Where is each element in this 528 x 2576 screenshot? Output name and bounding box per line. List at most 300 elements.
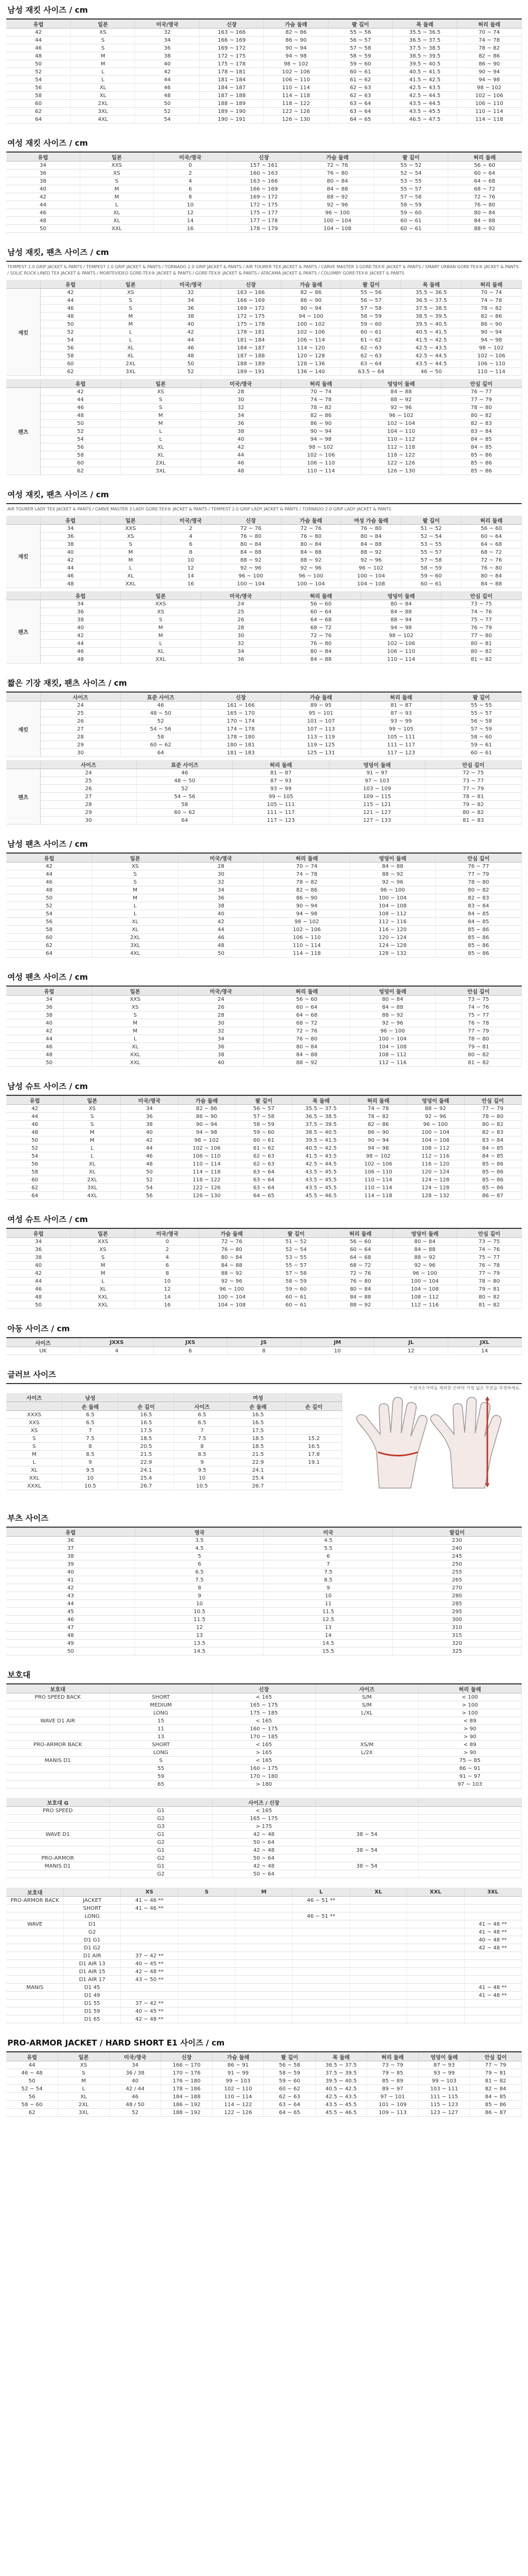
group-header-cell xyxy=(6,379,41,388)
table-cell: 82 ~ 83 xyxy=(464,1129,522,1137)
table-cell: 88 ~ 92 xyxy=(300,193,374,201)
table-cell: 54 ~ 56 xyxy=(137,793,233,801)
table-cell: 77 ~ 79 xyxy=(470,2061,522,2069)
table-cell: 37.5 ~ 38.5 xyxy=(401,305,461,312)
table-cell: 86 ~ 90 xyxy=(178,1113,235,1121)
table-cell xyxy=(121,1920,178,1928)
table-cell: 52 xyxy=(121,1176,178,1184)
table-cell: 178 ~ 180 xyxy=(201,733,281,741)
table-cell: 38 xyxy=(6,1254,71,1262)
column-header: 엉덩이 둘레 xyxy=(361,379,441,388)
table-cell: 12 xyxy=(374,1347,448,1355)
size-table xyxy=(6,1888,522,2023)
table-cell: 106 ~ 110 xyxy=(178,1152,235,1160)
table-cell: 92 ~ 96 xyxy=(350,878,436,886)
table-cell: 78 ~ 80 xyxy=(457,1277,522,1285)
table-cell: 79 ~ 81 xyxy=(470,2069,522,2077)
table-cell: 110 ~ 114 xyxy=(264,84,328,92)
table-cell: 90 ~ 94 xyxy=(461,328,522,336)
table-row xyxy=(6,1443,342,1451)
table-row xyxy=(6,2077,522,2085)
table-row xyxy=(6,396,522,404)
table-cell: 17.8 xyxy=(286,1451,342,1459)
table-cell: 35.5 ~ 36.5 xyxy=(393,29,457,36)
table-cell: 80 ~ 82 xyxy=(425,809,521,817)
table-cell: 102 ~ 106 xyxy=(281,451,361,459)
table-row xyxy=(6,608,522,616)
table-cell: 4 xyxy=(161,533,221,541)
table-cell: 37 ~ 42 ** xyxy=(121,2000,178,2007)
table-cell: 8.5 xyxy=(174,1451,230,1459)
table-cell xyxy=(178,1944,235,1952)
table-cell: 80 ~ 82 xyxy=(436,886,522,894)
column-subheader xyxy=(6,1402,62,1411)
table-cell: 63 ~ 64 xyxy=(235,1184,293,1192)
column-header: 팔 길이 xyxy=(264,2052,316,2061)
table-cell xyxy=(315,1839,418,1846)
table-cell: 109 ~ 113 xyxy=(367,2109,419,2117)
table-cell: 103 ~ 109 xyxy=(329,785,425,793)
table-cell: 76 ~ 78 xyxy=(436,1019,522,1027)
table-cell: 82 ~ 86 xyxy=(281,412,361,420)
table-cell xyxy=(407,1952,464,1960)
table-cell: 44 xyxy=(41,564,101,572)
table-row xyxy=(6,1293,522,1301)
column-header: XS xyxy=(121,1888,178,1897)
table-row xyxy=(6,1113,522,1121)
table-cell: 36 xyxy=(6,1003,92,1011)
table-cell: 104 ~ 108 xyxy=(393,1285,457,1293)
column-header: 여성 xyxy=(230,1393,286,1402)
table-cell: 108 ~ 112 xyxy=(350,910,436,918)
table-cell: 118 ~ 122 xyxy=(178,1176,235,1184)
column-header: 일본 xyxy=(58,2052,110,2061)
table-cell: 42.5 ~ 43.5 xyxy=(393,84,457,92)
table-row xyxy=(6,76,522,84)
column-header: JS xyxy=(227,1338,300,1347)
table-cell: 14 xyxy=(264,1632,393,1640)
table-cell: 98 ~ 102 xyxy=(264,918,350,926)
table-cell: 88 ~ 92 xyxy=(341,548,401,556)
table-cell: 160 ~ 175 xyxy=(212,1725,315,1733)
table-cell: 46.5 ~ 47.5 xyxy=(393,116,457,124)
column-header: 사이즈 xyxy=(6,1393,62,1402)
table-cell: 13 xyxy=(135,1632,264,1640)
table-cell: 9 xyxy=(264,1584,393,1592)
table-cell: 27 xyxy=(41,793,137,801)
table-cell: 106 ~ 110 xyxy=(264,76,328,84)
table-cell: 43.5 ~ 45.5 xyxy=(293,1184,350,1192)
table-row xyxy=(6,640,522,648)
table-row xyxy=(6,1608,522,1616)
table-cell: 86 ~ 90 xyxy=(281,297,341,305)
table-cell: D1 AIR 17 xyxy=(63,1976,120,1984)
table-cell: 80 ~ 84 xyxy=(281,648,361,656)
table-row xyxy=(6,1749,522,1757)
table-cell: 97 ~ 103 xyxy=(329,777,425,785)
table-cell: 77 ~ 79 xyxy=(436,1027,522,1035)
table-cell: 112 ~ 118 xyxy=(361,443,441,451)
table-cell: MEDIUM xyxy=(109,1701,212,1709)
group-header-cell xyxy=(6,516,41,525)
table-cell: 96 ~ 102 xyxy=(341,564,401,572)
table-cell: 29 xyxy=(41,809,137,817)
table-cell: 82 ~ 86 xyxy=(264,886,350,894)
table-cell: 8.5 xyxy=(62,1451,118,1459)
table-cell: M xyxy=(80,193,153,201)
table-cell xyxy=(350,1936,407,1944)
table-cell: M xyxy=(80,185,153,193)
table-cell: 169 ~ 172 xyxy=(227,193,300,201)
table-cell: 82 ~ 86 xyxy=(178,1105,235,1113)
column-header: 미국/영국 xyxy=(178,987,264,996)
table-cell: 16 xyxy=(135,1301,200,1309)
table-cell: 78 ~ 80 xyxy=(441,404,522,412)
table-cell: SHORT xyxy=(109,1741,212,1749)
table-cell: 88 ~ 92 xyxy=(448,225,521,233)
table-cell: 56 xyxy=(6,2093,58,2101)
table-cell: S xyxy=(100,305,161,312)
table-cell: XL xyxy=(92,926,178,934)
size-table xyxy=(6,280,522,376)
table-cell: 3.5 xyxy=(135,1537,264,1545)
table-cell: 40 xyxy=(201,435,281,443)
table-row xyxy=(6,29,522,36)
column-header: 미국/영국 xyxy=(109,2052,161,2061)
table-cell: L xyxy=(71,76,135,84)
table-cell: 124 ~ 128 xyxy=(407,1176,464,1184)
table-cell: 48 xyxy=(6,1632,135,1640)
table-row xyxy=(6,1897,522,1905)
table-cell: 48 / 50 xyxy=(109,2101,161,2109)
table-cell: 160 ~ 175 xyxy=(212,1765,315,1773)
table-row xyxy=(6,777,522,785)
table-cell: 75 ~ 85 xyxy=(418,1757,521,1765)
table-cell: 11.5 xyxy=(264,1608,393,1616)
table-cell: 240 xyxy=(393,1545,522,1552)
table-row xyxy=(6,600,522,608)
table-cell: 14 xyxy=(448,1347,521,1355)
column-header: 유럽 xyxy=(6,1096,63,1105)
table-cell: XS xyxy=(71,29,135,36)
table-cell: 50 xyxy=(121,1168,178,1176)
table-cell: 59 ~ 61 xyxy=(441,741,522,749)
table-cell: 58 ~ 59 xyxy=(341,312,401,320)
table-cell: 59 ~ 60 xyxy=(374,209,448,217)
table-cell xyxy=(293,1936,350,1944)
table-cell: 26.7 xyxy=(118,1482,174,1490)
table-cell: 52 ~ 54 xyxy=(401,533,461,541)
table-cell: 114 ~ 118 xyxy=(350,1192,407,1200)
table-cell: 109 ~ 115 xyxy=(329,793,425,801)
table-row xyxy=(6,1137,522,1144)
table-cell: 59 xyxy=(109,1773,212,1781)
table-cell: 55 ~ 56 xyxy=(341,289,401,297)
table-cell: 180 ~ 181 xyxy=(201,741,281,749)
table-cell: 88 ~ 92 xyxy=(407,1105,464,1113)
size-table xyxy=(6,693,522,757)
column-header: 유럽 xyxy=(6,987,92,996)
table-cell: 50 xyxy=(6,1301,71,1309)
table-cell xyxy=(178,2007,235,2015)
table-cell: 91 ~ 99 xyxy=(212,2069,264,2077)
table-cell: 55 ~ 56 xyxy=(328,29,393,36)
table-cell: 11 xyxy=(109,1725,212,1733)
table-row xyxy=(6,1815,522,1823)
table-cell: M xyxy=(100,320,161,328)
table-cell: 3XL xyxy=(92,942,178,950)
table-cell: 8 xyxy=(161,548,221,556)
table-cell: 300 xyxy=(393,1616,522,1624)
table-cell: 41 xyxy=(6,1576,135,1584)
table-cell: XXS xyxy=(80,162,153,169)
table-cell: 3XL xyxy=(71,108,135,116)
table-cell xyxy=(350,2007,407,2015)
table-cell: L xyxy=(71,68,135,76)
table-cell: XXL xyxy=(120,656,201,664)
table-row xyxy=(6,1027,522,1035)
table-cell: 62 xyxy=(6,2109,58,2117)
table-cell: 81 ~ 83 xyxy=(425,817,521,825)
table-cell: XXS xyxy=(6,1419,62,1427)
table-cell: 94 ~ 100 xyxy=(281,312,341,320)
column-header: 허리 둘레 xyxy=(448,153,521,162)
table-cell: 82 ~ 86 xyxy=(350,1121,407,1129)
table-cell: 63.5 ~ 64 xyxy=(341,368,401,376)
table-cell: 28 xyxy=(178,1011,264,1019)
table-cell: 60 ~ 64 xyxy=(328,1246,393,1254)
table-cell: 43 ~ 50 ** xyxy=(121,1976,178,1984)
table-cell: 170 ~ 180 xyxy=(212,1773,315,1781)
table-cell xyxy=(6,2015,63,2023)
table-cell: L/2X xyxy=(315,1749,418,1757)
table-cell: 43.5 ~ 44.5 xyxy=(401,360,461,368)
table-cell: 265 xyxy=(393,1576,522,1584)
section-title: 짧은 기장 재킷, 팬츠 사이즈 / cm xyxy=(6,673,522,693)
table-cell: 78 ~ 82 xyxy=(461,305,522,312)
table-row xyxy=(6,817,522,825)
table-cell: M xyxy=(71,1270,135,1277)
column-subheader: 사이즈 xyxy=(174,1402,230,1411)
table-cell: 39 xyxy=(6,1560,135,1568)
table-cell: 40 xyxy=(6,185,80,193)
table-cell: 55 ~ 52 xyxy=(374,162,448,169)
table-cell: 48 xyxy=(41,580,101,588)
table-row xyxy=(6,404,522,412)
table-cell: 50 xyxy=(6,1647,135,1655)
table-cell: 178 ~ 181 xyxy=(221,328,281,336)
table-cell: 50 xyxy=(135,100,200,108)
table-cell: 25 xyxy=(41,777,137,785)
table-cell: 110 ~ 114 xyxy=(457,108,522,116)
column-header: 신장 xyxy=(200,20,264,29)
table-row xyxy=(6,1823,522,1831)
table-cell xyxy=(235,1944,293,1952)
table-cell: 62 ~ 63 xyxy=(235,1160,293,1168)
table-cell xyxy=(6,1912,63,1920)
table-cell xyxy=(235,1968,293,1976)
table-cell: 94 ~ 98 xyxy=(350,1144,407,1152)
table-cell: G1 xyxy=(109,1846,212,1854)
table-cell: 102 ~ 106 xyxy=(361,640,441,648)
table-cell: 52 ~ 54 xyxy=(374,169,448,177)
table-cell: 4XL xyxy=(71,116,135,124)
table-cell: 62 ~ 63 xyxy=(328,84,393,92)
group-header-cell xyxy=(6,280,41,289)
table-cell: S xyxy=(109,1757,212,1765)
table-cell: 122 ~ 126 xyxy=(264,108,328,116)
table-cell: 44 xyxy=(121,1144,178,1152)
table-cell: 76 ~ 78 xyxy=(457,1262,522,1270)
table-row xyxy=(6,1238,522,1246)
table-cell: 74 ~ 78 xyxy=(457,36,522,44)
section-title: 남성 재킷 사이즈 / cm xyxy=(6,0,522,20)
table-cell: 44 xyxy=(41,396,121,404)
table-cell: S xyxy=(6,1443,62,1451)
column-header: 보호대 G xyxy=(6,1798,109,1807)
table-row xyxy=(6,1968,522,1976)
table-row xyxy=(6,1839,522,1846)
table-row xyxy=(6,289,522,297)
table-cell: 36.5 ~ 37.5 xyxy=(315,2061,367,2069)
table-cell: 3XL xyxy=(63,1184,120,1192)
column-header xyxy=(315,1798,418,1807)
table-cell xyxy=(6,1733,109,1741)
table-header-row xyxy=(6,1338,522,1347)
table-row xyxy=(6,1600,522,1608)
table-cell: 40 ~ 45 ** xyxy=(121,1960,178,1968)
table-cell: 17.5 xyxy=(118,1427,174,1435)
table-row xyxy=(6,1105,522,1113)
table-cell: 112 ~ 116 xyxy=(407,1152,464,1160)
table-cell: 52 xyxy=(6,68,71,76)
table-cell: 54 xyxy=(135,116,200,124)
table-cell: 245 xyxy=(393,1552,522,1560)
table-row xyxy=(6,1781,522,1788)
table-cell: S xyxy=(58,2069,110,2077)
table-cell: 8 xyxy=(62,1443,118,1451)
table-cell: 80 ~ 84 xyxy=(281,541,341,548)
table-cell: 24 xyxy=(41,769,137,777)
table-cell: XS xyxy=(6,1427,62,1435)
table-cell: 37.5 ~ 39.5 xyxy=(293,1121,350,1129)
table-cell: 42 xyxy=(6,863,92,870)
table-cell: 2 xyxy=(161,525,221,533)
section-women-suit xyxy=(0,485,528,664)
table-cell: 16.5 xyxy=(286,1443,342,1451)
column-header: 보호대 xyxy=(6,1888,63,1897)
table-cell xyxy=(178,1952,235,1960)
table-cell: 50 xyxy=(161,360,221,368)
table-cell: 175 ~ 178 xyxy=(221,320,281,328)
table-cell: 26 xyxy=(178,1003,264,1011)
table-header-row xyxy=(6,693,522,702)
table-cell: > 90 xyxy=(418,1749,521,1757)
table-cell: 62 ~ 63 xyxy=(264,2093,316,2101)
table-cell: 50 xyxy=(6,225,80,233)
table-cell: < 165 xyxy=(212,1717,315,1725)
table-cell: 80 ~ 82 xyxy=(441,648,522,656)
table-cell: 86 ~ 90 xyxy=(457,60,522,68)
table-cell: 108 ~ 112 xyxy=(350,1051,436,1059)
table-cell: S xyxy=(71,1254,135,1262)
column-header: 허리 둘레 xyxy=(328,1229,393,1238)
table-row xyxy=(6,225,522,233)
table-cell: XS xyxy=(100,289,161,297)
table-cell: 46 xyxy=(135,84,200,92)
table-cell: 46 xyxy=(6,878,92,886)
column-header: 신장 xyxy=(201,693,281,702)
table-cell: MANIS xyxy=(6,1984,63,1992)
group-header-cell xyxy=(6,760,41,769)
table-cell: 116 ~ 120 xyxy=(407,1160,464,1168)
table-cell: S xyxy=(92,878,178,886)
table-cell xyxy=(418,1839,521,1846)
table-cell: 88 ~ 92 xyxy=(328,1301,393,1309)
table-cell: 94 ~ 98 xyxy=(361,624,441,632)
table-cell: 104 ~ 108 xyxy=(350,1043,436,1051)
table-cell: 114 ~ 118 xyxy=(457,116,522,124)
table-cell: 3XL xyxy=(100,368,161,376)
column-header: 목 둘레 xyxy=(293,1096,350,1105)
table-cell: 52 xyxy=(6,902,92,910)
table-cell: 169 ~ 172 xyxy=(200,44,264,52)
table-cell: 10 xyxy=(264,1592,393,1600)
table-cell: 46 xyxy=(6,209,80,217)
table-cell xyxy=(293,1944,350,1952)
table-row xyxy=(6,412,522,420)
table-cell xyxy=(178,1960,235,1968)
table-row xyxy=(6,1270,522,1277)
section-protectors xyxy=(0,1665,528,1788)
table-cell: 11 xyxy=(264,1600,393,1608)
table-cell: L xyxy=(100,336,161,344)
column-header: 미국/영국 xyxy=(121,1096,178,1105)
column-header: 엉덩이 둘레 xyxy=(329,760,425,769)
table-cell: 58 ~ 60 xyxy=(441,733,522,741)
column-header: JXXS xyxy=(80,1338,153,1347)
table-cell: 0 xyxy=(135,1238,200,1246)
column-header: 안심 길이 xyxy=(436,854,522,863)
table-cell xyxy=(293,2007,350,2015)
table-cell: 55 ~ 55 xyxy=(441,702,522,709)
table-row xyxy=(6,533,522,541)
table-cell xyxy=(407,1944,464,1952)
table-cell: 63 ~ 64 xyxy=(341,360,401,368)
table-cell: 88 ~ 92 xyxy=(350,870,436,878)
table-cell: 48 xyxy=(6,1051,92,1059)
table-cell: 32 xyxy=(178,1027,264,1035)
table-cell: 126 ~ 130 xyxy=(264,116,328,124)
table-cell: 46 xyxy=(6,44,71,52)
table-cell: XXL xyxy=(92,1059,178,1067)
column-header: JXL xyxy=(448,1338,521,1347)
table-row xyxy=(6,2069,522,2077)
table-cell: 99 ~ 105 xyxy=(361,725,441,733)
table-cell: 48 ~ 50 xyxy=(137,777,233,785)
table-cell: PRO SPEED xyxy=(6,1807,109,1815)
table-cell: 38 xyxy=(6,177,80,185)
table-cell: XS xyxy=(120,388,201,396)
table-cell: 181 ~ 184 xyxy=(200,76,264,84)
table-row xyxy=(6,733,522,741)
table-row xyxy=(6,769,522,777)
table-header-row xyxy=(6,1888,522,1897)
table-cell xyxy=(235,1920,293,1928)
table-cell: 56 ~ 60 xyxy=(328,1238,393,1246)
section-men-suit xyxy=(0,242,528,475)
column-header: XL xyxy=(350,1888,407,1897)
